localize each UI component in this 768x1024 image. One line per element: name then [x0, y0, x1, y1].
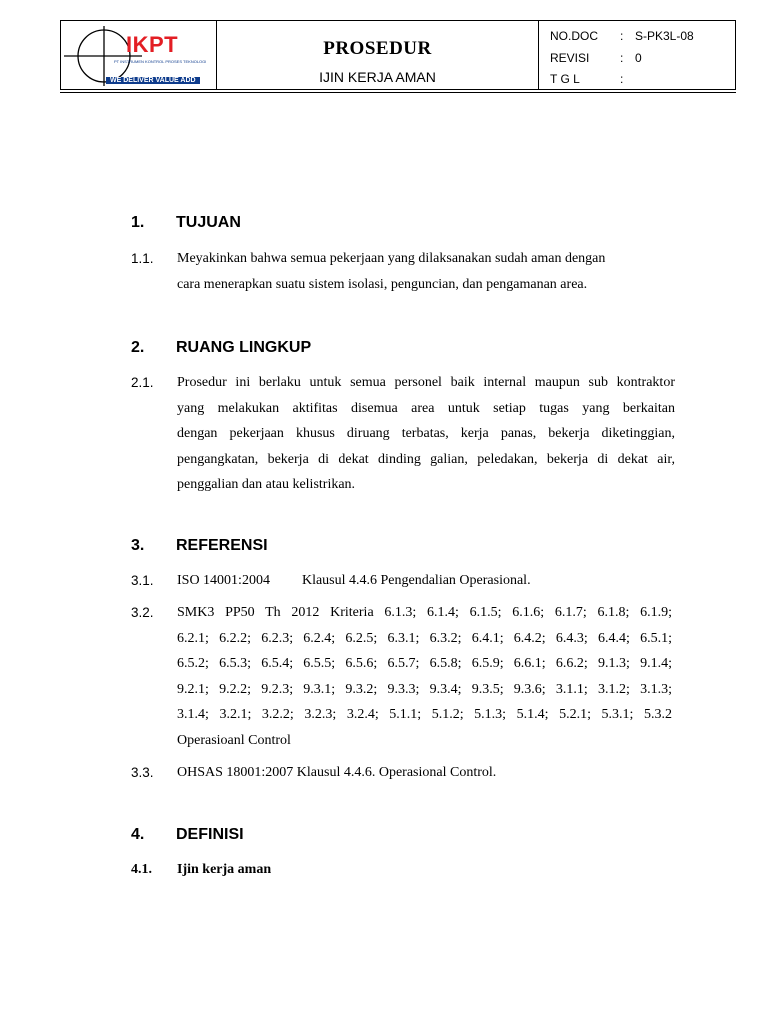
- item-number: 2.1.: [131, 375, 154, 390]
- reference-standard: ISO 14001:2004: [177, 573, 270, 588]
- section-title-definisi: DEFINISI: [176, 826, 244, 843]
- paragraph-line: 9.2.1; 9.2.2; 9.2.3; 9.3.1; 9.3.2; 9.3.3; 9.3.4; 9.3.5; 9.3.6; 3.1.1; 3.1.2; 3.1.3;: [177, 681, 672, 697]
- paragraph-line: OHSAS 18001:2007 Klausul 4.4.6. Operasional Control.: [177, 765, 497, 780]
- item-number: 4.1.: [131, 862, 152, 877]
- section-number: 3.: [131, 537, 145, 554]
- paragraph-line: pengangkatan, bekerja di dekat dinding galian, peledakan, bekerja di dekat air,: [177, 451, 675, 467]
- paragraph-line: 6.2.1; 6.2.2; 6.2.3; 6.2.4; 6.2.5; 6.3.1; 6.3.2; 6.4.1; 6.4.2; 6.4.3; 6.4.4; 6.5.1;: [177, 630, 672, 646]
- meta-separator: :: [620, 51, 624, 65]
- reference-3-1: [177, 568, 677, 594]
- reference-clause: Klausul 4.4.6 Pengendalian Operasional.: [301, 573, 531, 588]
- header-rule: [60, 89, 736, 90]
- item-number: 3.3.: [131, 765, 154, 780]
- meta-separator: :: [620, 72, 624, 86]
- logo-brand: IKPT: [126, 32, 179, 57]
- meta-label: T G L: [550, 72, 580, 86]
- definition-heading: [177, 857, 677, 883]
- paragraph-line: 6.5.2; 6.5.3; 6.5.4; 6.5.5; 6.5.6; 6.5.7; 6.5.8; 6.5.9; 6.6.1; 6.6.2; 9.1.3; 9.1.4;: [177, 656, 672, 671]
- meta-value: 0: [635, 51, 642, 65]
- logo-subtitle: PT INSTRUMEN KONTROL PROSES TEKNOLOGI: [114, 59, 207, 64]
- paragraph-line: Prosedur ini berlaku untuk semua personel baik internal maupun sub kontraktor: [177, 375, 675, 390]
- section-title-referensi: REFERENSI: [176, 537, 268, 554]
- paragraph-line: yang melakukan aktifitas disemua area untuk setiap tugas yang berkaitan: [177, 400, 675, 416]
- reference-3-2: [177, 600, 672, 753]
- document-subtitle: IJIN KERJA AMAN: [319, 69, 436, 85]
- meta-label: NO.DOC: [550, 29, 598, 43]
- item-number: 1.1.: [131, 251, 154, 266]
- item-number: 3.1.: [131, 573, 154, 588]
- header-divider: [538, 20, 539, 90]
- meta-label: REVISI: [550, 51, 590, 65]
- paragraph-line: Operasioanl Control: [177, 732, 291, 748]
- meta-separator: :: [620, 29, 624, 43]
- section-title-tujuan: TUJUAN: [176, 214, 241, 231]
- document-header: [60, 20, 736, 92]
- section-number: 4.: [131, 826, 145, 843]
- paragraph-line: SMK3 PP50 Th 2012 Kriteria 6.1.3; 6.1.4; 6.1.5; 6.1.6; 6.1.7; 6.1.8; 6.1.9;: [177, 605, 672, 620]
- company-logo: [64, 24, 214, 88]
- reference-line: [177, 568, 677, 594]
- paragraph-2-1: [177, 370, 675, 498]
- reference-3-3: [177, 760, 677, 786]
- paragraph-line: 3.1.4; 3.2.1; 3.2.2; 3.2.3; 3.2.4; 5.1.1; 5.1.2; 5.1.3; 5.1.4; 5.2.1; 5.3.1; 5.3.2: [177, 707, 672, 722]
- paragraph-line: penggalian dan atau kelistrikan.: [177, 477, 356, 492]
- paragraph-line: cara menerapkan suatu sistem isolasi, penguncian, dan pengamanan area.: [177, 276, 588, 292]
- section-number: 2.: [131, 339, 145, 356]
- document-title: PROSEDUR: [323, 38, 432, 59]
- header-rule-double: [60, 92, 736, 93]
- logo-tagline: WE DELIVER VALUE ADD: [106, 77, 200, 84]
- item-number: 3.2.: [131, 605, 154, 620]
- section-number: 1.: [131, 214, 145, 231]
- definition-title: Ijin kerja aman: [177, 862, 272, 877]
- paragraph-line: dengan pekerjaan khusus diruang terbatas, kerja panas, bekerja diketinggian,: [177, 426, 675, 441]
- section-title-ruang-lingkup: RUANG LINGKUP: [176, 339, 312, 356]
- paragraph-line: Meyakinkan bahwa semua pekerjaan yang dilaksanakan sudah aman dengan: [177, 251, 606, 266]
- meta-value: S-PK3L-08: [635, 29, 694, 43]
- paragraph-1-1: [177, 246, 677, 297]
